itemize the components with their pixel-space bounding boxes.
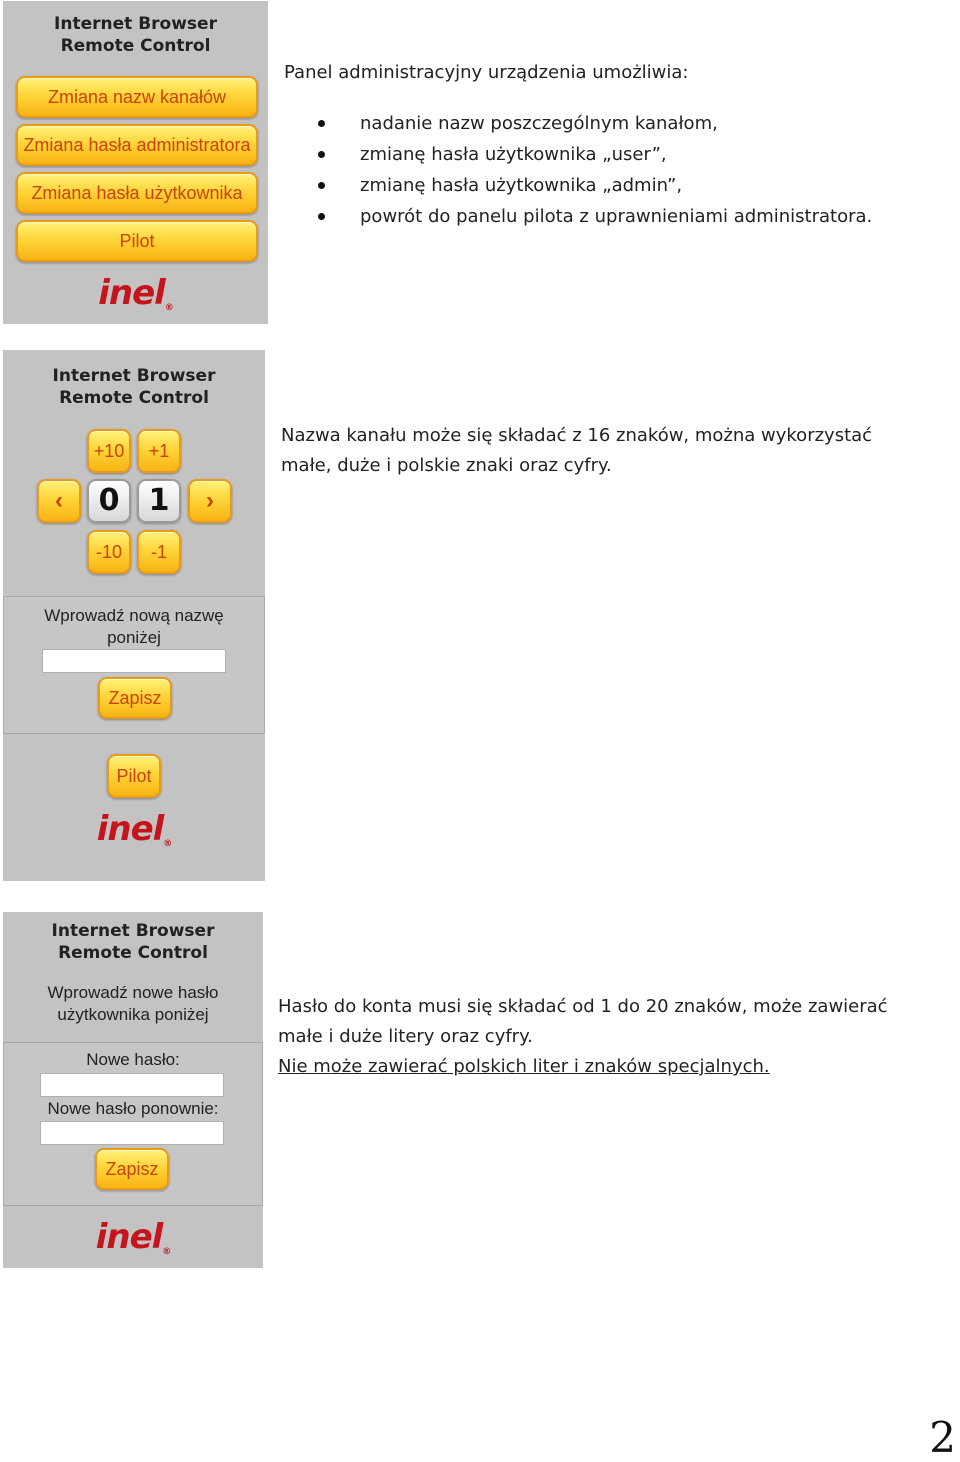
- pilot-button[interactable]: Pilot: [107, 754, 161, 798]
- save-button[interactable]: Zapisz: [98, 677, 172, 719]
- logo-text: inel: [95, 1217, 163, 1257]
- features-list: [318, 108, 872, 232]
- password-form: [3, 1042, 263, 1206]
- description-line: małe, duże i polskie znaki oraz cyfry.: [281, 455, 612, 476]
- repeat-password-label: Nowe hasło ponownie:: [47, 1099, 219, 1118]
- password-prompt-line2: użytkownika poniżej: [57, 1005, 209, 1024]
- panel-title-line2: Remote Control: [58, 943, 208, 963]
- rename-channels-button[interactable]: Zmiana nazw kanałów: [16, 76, 258, 118]
- bullet-icon: [318, 151, 325, 158]
- channel-name-input[interactable]: [42, 649, 226, 673]
- channel-name-label-line1: Wprowadź nową nazwę: [44, 606, 224, 625]
- list-item-text: zmianę hasła użytkownika „admin”,: [360, 175, 683, 196]
- channel-digit-ones: 1: [137, 479, 181, 523]
- plus-10-button[interactable]: +10: [87, 429, 131, 473]
- password-prompt: [3, 982, 263, 1026]
- channel-name-label: [4, 605, 264, 649]
- description-line: Nazwa kanału może się składać z 16 znaków, można wykorzystać: [281, 425, 873, 446]
- password-rules: [278, 992, 888, 1082]
- plus-1-button[interactable]: +1: [137, 429, 181, 473]
- pilot-button[interactable]: Pilot: [16, 220, 258, 262]
- list-item: [318, 170, 872, 201]
- save-button[interactable]: Zapisz: [95, 1148, 169, 1190]
- rule-warning: Nie może zawierać polskich liter i znaków specjalnych.: [278, 1056, 770, 1077]
- chevron-left-icon[interactable]: ‹: [37, 479, 81, 523]
- bullet-icon: [318, 213, 325, 220]
- panel-title: [3, 13, 268, 57]
- change-user-password-button[interactable]: Zmiana hasła użytkownika: [16, 172, 258, 214]
- panel-title: [3, 365, 265, 409]
- user-password-panel-screenshot: [3, 912, 263, 1268]
- channel-name-description: [281, 421, 872, 481]
- bullet-icon: [318, 120, 325, 127]
- page-number: 2: [929, 1413, 956, 1462]
- inel-logo: [3, 1217, 263, 1257]
- panel-title-line2: Remote Control: [60, 36, 211, 56]
- list-item: [318, 108, 872, 139]
- password-prompt-line1: Wprowadź nowe hasło: [47, 983, 219, 1002]
- rule-line: małe i duże litery oraz cyfry.: [278, 1026, 533, 1047]
- panel-title-line1: Internet Browser: [52, 366, 216, 386]
- channel-name-panel-screenshot: [3, 350, 265, 881]
- logo-registered-mark: ®: [164, 303, 173, 313]
- channel-name-label-line2: poniżej: [107, 628, 161, 647]
- minus-1-button[interactable]: -1: [137, 530, 181, 574]
- inel-logo: [3, 273, 268, 313]
- inel-logo: [3, 809, 265, 849]
- admin-panel-screenshot: [3, 1, 268, 324]
- intro-text: Panel administracyjny urządzenia umożliwia:: [284, 62, 689, 83]
- new-password-label: Nowe hasło:: [86, 1050, 180, 1069]
- minus-10-button[interactable]: -10: [87, 530, 131, 574]
- list-item-text: powrót do panelu pilota z uprawnieniami administratora.: [360, 206, 873, 227]
- panel-title: [3, 920, 263, 964]
- chevron-right-icon[interactable]: ›: [188, 479, 232, 523]
- bullet-icon: [318, 182, 325, 189]
- channel-name-form: [3, 596, 265, 734]
- panel-title-line2: Remote Control: [59, 388, 209, 408]
- repeat-password-field[interactable]: [40, 1121, 224, 1145]
- rule-line: Hasło do konta musi się składać od 1 do 20 znaków, może zawierać: [278, 996, 888, 1017]
- logo-registered-mark: ®: [163, 839, 172, 849]
- panel-title-line1: Internet Browser: [51, 921, 215, 941]
- panel-title-line1: Internet Browser: [54, 14, 217, 34]
- list-item-text: nadanie nazw poszczególnym kanałom,: [360, 113, 718, 134]
- new-password-field[interactable]: [40, 1073, 224, 1097]
- list-item: [318, 139, 872, 170]
- list-item: [318, 201, 872, 232]
- channel-digit-tens: 0: [87, 479, 131, 523]
- change-admin-password-button[interactable]: Zmiana hasła administratora: [16, 124, 258, 166]
- list-item-text: zmianę hasła użytkownika „user”,: [360, 144, 667, 165]
- logo-text: inel: [98, 273, 165, 313]
- logo-text: inel: [96, 809, 164, 849]
- logo-registered-mark: ®: [162, 1247, 171, 1257]
